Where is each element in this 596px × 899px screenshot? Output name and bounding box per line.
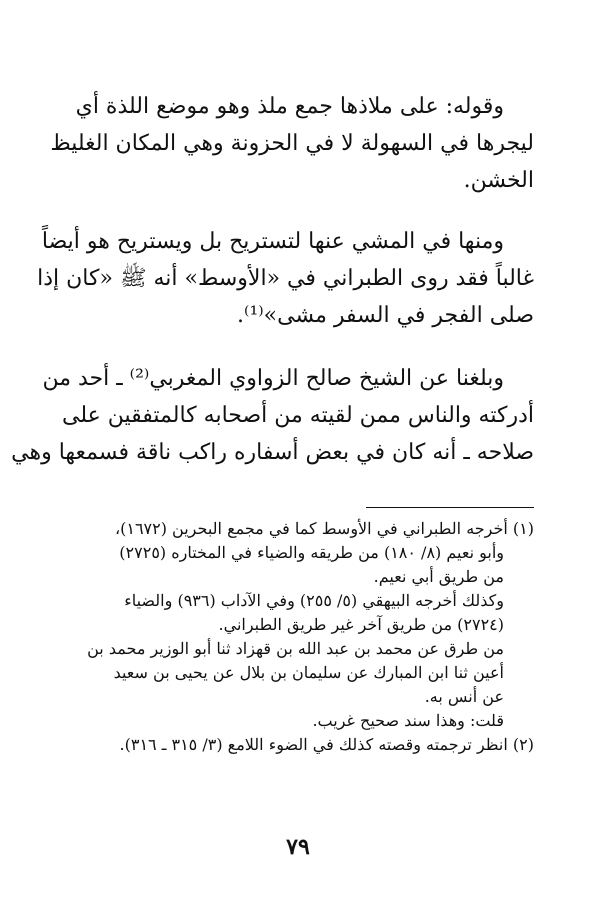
footnote-line: (١) أخرجه الطبراني في الأوسط كما في مجمع البحرين (١٦٧٢)، bbox=[114, 519, 534, 538]
paragraph-line: وقوله: على ملاذها جمع ملذ وهو موضع اللذة أي bbox=[75, 94, 504, 119]
footnote-line: وأبو نعيم (٨/ ١٨٠) من طريقه والضياء في المختاره (٢٧٢٥) bbox=[119, 543, 504, 562]
footnote-line: وكذلك أخرجه البيهقي (٥/ ٢٥٥) وفي الآداب (٩٣٦) والضياء bbox=[124, 591, 504, 610]
page-number: ٧٩ bbox=[286, 834, 310, 860]
footnote-line: عن أنس به. bbox=[424, 687, 504, 706]
paragraph-1 bbox=[50, 88, 534, 199]
paragraph-line: ومنها في المشي عنها لتستريح بل ويستريح هو أيضاً bbox=[41, 229, 504, 254]
paragraph-line: غالباً فقد روى الطبراني في «الأوسط» أنه ﷺ «كان إذا bbox=[37, 266, 534, 291]
paragraph-line: صلاحه ـ أنه كان في بعض أسفاره راكب ناقة فسمعها وهي bbox=[11, 440, 534, 465]
paragraph-line: صلى الفجر في السفر مشى»⁽¹⁾. bbox=[237, 303, 534, 328]
paragraph-line: وبلغنا عن الشيخ صالح الزواوي المغربي⁽²⁾ ـ أحد من bbox=[42, 366, 504, 391]
footnote-divider bbox=[366, 507, 534, 508]
paragraph-line: ليجرها في السهولة لا في الحزونة وهي المكان الغليظ bbox=[50, 131, 534, 156]
paragraph-2 bbox=[37, 223, 534, 334]
footnotes bbox=[60, 517, 534, 757]
footnote-line: من طريق أبي نعيم. bbox=[373, 567, 504, 586]
footnote-line: (٢٧٢٤) من طريق آخر غير طريق الطبراني. bbox=[218, 615, 504, 634]
footnote-line: قلت: وهذا سند صحيح غريب. bbox=[312, 711, 504, 730]
paragraph-3 bbox=[11, 360, 534, 471]
footnote-line: (٢) انظر ترجمته وقصته كذلك في الضوء اللامع (٣/ ٣١٥ ـ ٣١٦). bbox=[119, 735, 534, 754]
footnote-line: من طرق عن محمد بن عبد الله بن قهزاد ثنا أبو الوزير محمد بن bbox=[87, 639, 504, 658]
footnote-line: أعين ثنا ابن المبارك عن سليمان بن بلال عن يحيى بن سعيد bbox=[113, 663, 504, 682]
paragraph-line: الخشن. bbox=[463, 168, 534, 193]
paragraph-line: أدركته والناس ممن لقيته من أصحابه كالمتفقين على bbox=[62, 403, 534, 428]
